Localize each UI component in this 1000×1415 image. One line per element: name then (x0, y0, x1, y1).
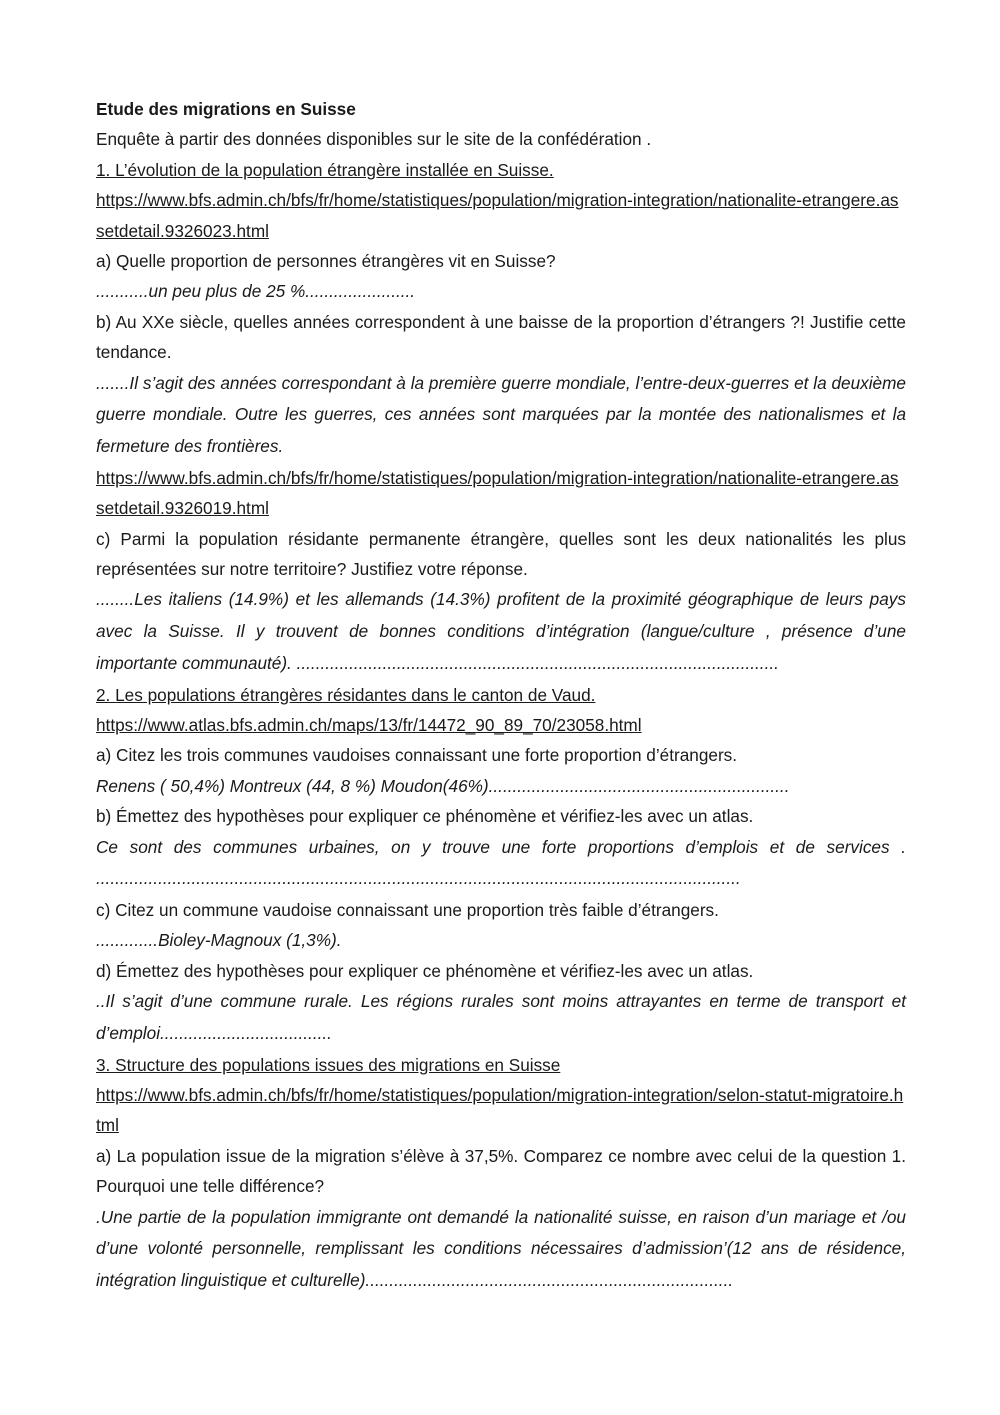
section-2-heading: 2. Les populations étrangères résidantes dans le canton de Vaud. (96, 684, 596, 705)
document-body (96, 94, 906, 1297)
document-title: Etude des migrations en Suisse (96, 99, 356, 119)
section-1-link-1[interactable]: https://www.bfs.admin.ch/bfs/fr/home/statistiques/population/migration-integration/nationalite-etrangere.assetdetail.9326023.html (96, 190, 899, 241)
question-1b: b) Au XXe siècle, quelles années correspondent à une baisse de la proportion d’étrangers ?! Justifie cette tendance. (96, 311, 906, 363)
section-1-link-2[interactable]: https://www.bfs.admin.ch/bfs/fr/home/statistiques/population/migration-integration/nationalite-etrangere.assetdetail.9326019.html (96, 467, 899, 519)
answer-3a: .Une partie de la population immigrante ont demandé la nationalité suisse, en raison d’un mariage et /ou d’une volonté personnelle, remplissant les conditions nécessaires d’admission’(12 ans de résidence, intégration linguistique et culturelle)............................................................................. (96, 1206, 906, 1290)
question-3a: a) La population issue de la migration s’élève à 37,5%. Comparez ce nombre avec celui de la question 1. Pourquoi une telle différence? (96, 1145, 906, 1197)
question-2d: d) Émettez des hypothèses pour expliquer ce phénomène et vérifiez-les avec un atlas. (96, 960, 754, 981)
answer-2c: .............Bioley-Magnoux (1,3%). (96, 930, 342, 951)
question-2c: c) Citez un commune vaudoise connaissant une proportion très faible d’étrangers. (96, 899, 719, 920)
answer-1b: .......Il s’agit des années correspondant à la première guerre mondiale, l’entre-deux-guerres et la deuxième guerre mondiale. Outre les guerres, ces années sont marquées par la montée des nationalismes et la fermeture des frontières. (96, 372, 906, 457)
section-3-link[interactable]: https://www.bfs.admin.ch/bfs/fr/home/statistiques/population/migration-integration/selon-statut-migratoire.html (96, 1084, 904, 1136)
question-1c: c) Parmi la population résidante permanente étrangère, quelles sont les deux nationalités les plus représentées sur notre territoire? Justifiez votre réponse. (96, 528, 906, 579)
answer-1a: ...........un peu plus de 25 %....................... (96, 281, 416, 302)
intro-text: Enquête à partir des données disponibles sur le site de la confédération . (96, 129, 652, 150)
answer-2b: Ce sont des communes urbaines, on y trouve une forte proportions d’emplois et de services . ....................................................................................................................................... (96, 836, 906, 889)
question-2a: a) Citez les trois communes vaudoises connaissant une forte proportion d’étrangers. (96, 745, 738, 766)
question-1a: a) Quelle proportion de personnes étrangères vit en Suisse? (96, 251, 556, 272)
section-2-link[interactable]: https://www.atlas.bfs.admin.ch/maps/13/fr/14472_90_89_70/23058.html (96, 714, 642, 735)
answer-1c: ........Les italiens (14.9%) et les allemands (14.3%) profitent de la proximité géographique de leurs pays avec la Suisse. Il y trouvent de bonnes conditions d’intégration (langue/culture , présence d’une importante communauté). ..................................................................................................... (96, 589, 906, 673)
answer-2a: Renens ( 50,4%) Montreux (44, 8 %) Moudon(46%)............................................................... (96, 775, 790, 796)
answer-2d: ..Il s’agit d’une commune rurale. Les régions rurales sont moins attrayantes en terme de transport et d’emploi.................................... (96, 991, 906, 1043)
section-3-heading: 3. Structure des populations issues des migrations en Suisse (96, 1054, 561, 1075)
section-1-heading: 1. L’évolution de la population étrangère installée en Suisse. (96, 159, 554, 180)
question-2b: b) Émettez des hypothèses pour expliquer ce phénomène et vérifiez-les avec un atlas. (96, 806, 754, 827)
